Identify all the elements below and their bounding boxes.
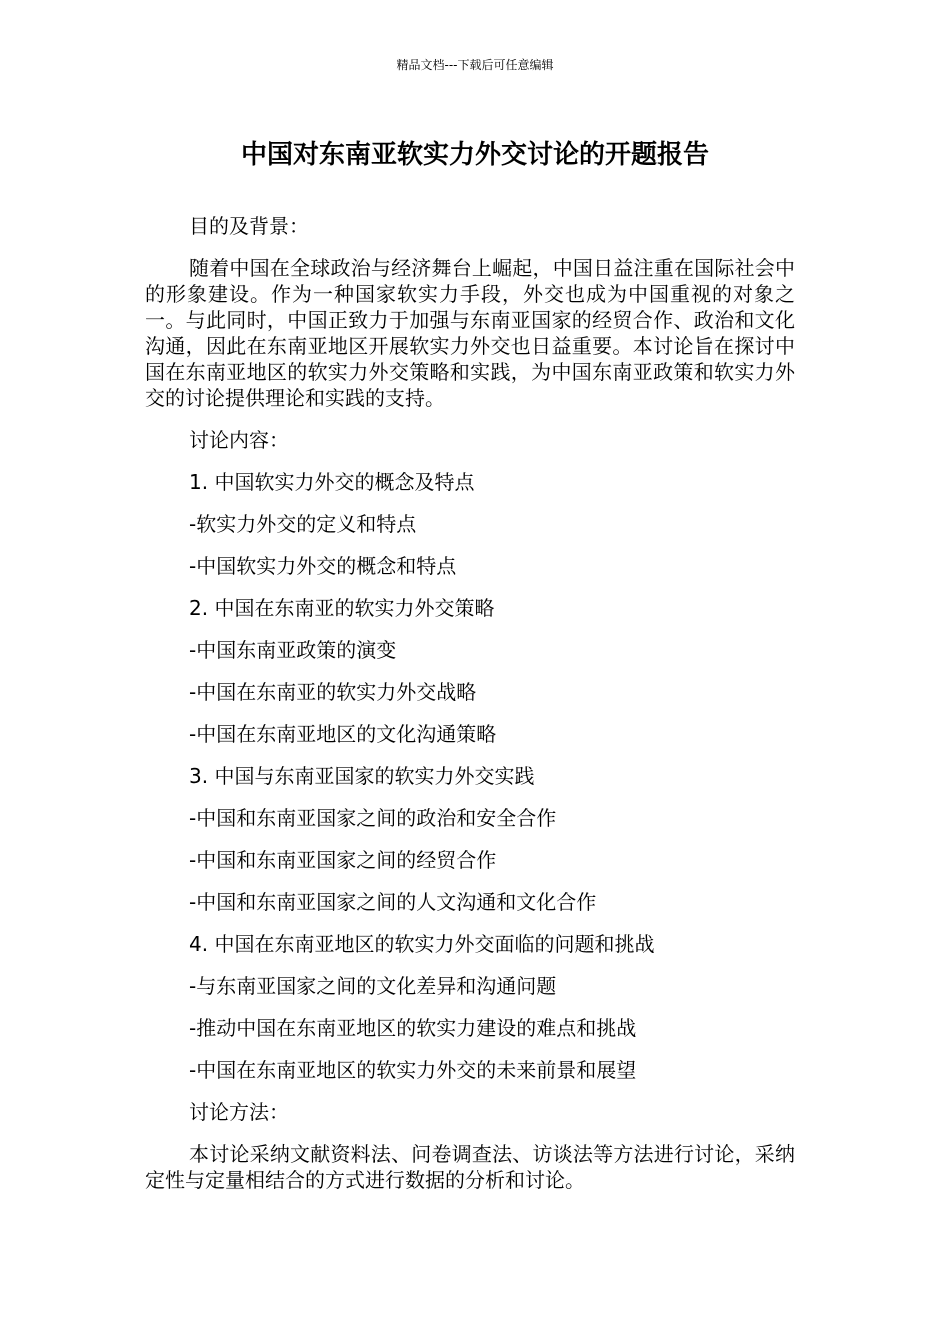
list-item: 2. 中国在东南亚的软实力外交策略 (189, 596, 495, 620)
list-item: -中国在东南亚的软实力外交战略 (189, 680, 477, 704)
list-item: -软实力外交的定义和特点 (189, 512, 417, 536)
document-body (145, 213, 795, 1193)
document-title: 中国对东南亚软实力外交讨论的开题报告 (240, 140, 709, 170)
header-note: 精品文档---下载后可任意编辑 (396, 58, 554, 72)
paragraph-purpose: 随着中国在全球政治与经济舞台上崛起，中国日益注重在国际社会中的形象建设。作为一种国家软实力手段，外交也成为中国重视的对象之一。与此同时，中国正致力于加强与东南亚国家的经贸合作、政治和文化沟通，因此在东南亚地区开展软实力外交也日益重要。本讨论旨在探讨中国在东南亚地区的软实力外交策略和实践，为中国东南亚政策和软实力外交的讨论提供理论和实践的支持。 (145, 256, 795, 410)
list-item: 1. 中国软实力外交的概念及特点 (189, 470, 475, 494)
list-item: -中国和东南亚国家之间的经贸合作 (189, 848, 497, 872)
list-item: -推动中国在东南亚地区的软实力建设的难点和挑战 (189, 1016, 637, 1040)
list-item: 3. 中国与东南亚国家的软实力外交实践 (189, 764, 535, 788)
list-item: 4. 中国在东南亚地区的软实力外交面临的问题和挑战 (189, 932, 655, 956)
list-item: -中国在东南亚地区的文化沟通策略 (189, 722, 497, 746)
paragraph-method: 本讨论采纳文献资料法、问卷调查法、访谈法等方法进行讨论，采纳定性与定量相结合的方式进行数据的分析和讨论。 (145, 1142, 795, 1192)
list-item: -中国东南亚政策的演变 (189, 638, 397, 662)
list-item: -中国在东南亚地区的软实力外交的未来前景和展望 (189, 1058, 637, 1082)
section-label-content: 讨论内容： (189, 428, 289, 452)
list-item: -与东南亚国家之间的文化差异和沟通问题 (189, 974, 557, 998)
list-item: -中国软实力外交的概念和特点 (189, 554, 457, 578)
section-label-method: 讨论方法： (189, 1100, 289, 1124)
list-item: -中国和东南亚国家之间的人文沟通和文化合作 (189, 890, 597, 914)
section-label-purpose: 目的及背景： (189, 214, 309, 238)
list-item: -中国和东南亚国家之间的政治和安全合作 (189, 806, 557, 830)
